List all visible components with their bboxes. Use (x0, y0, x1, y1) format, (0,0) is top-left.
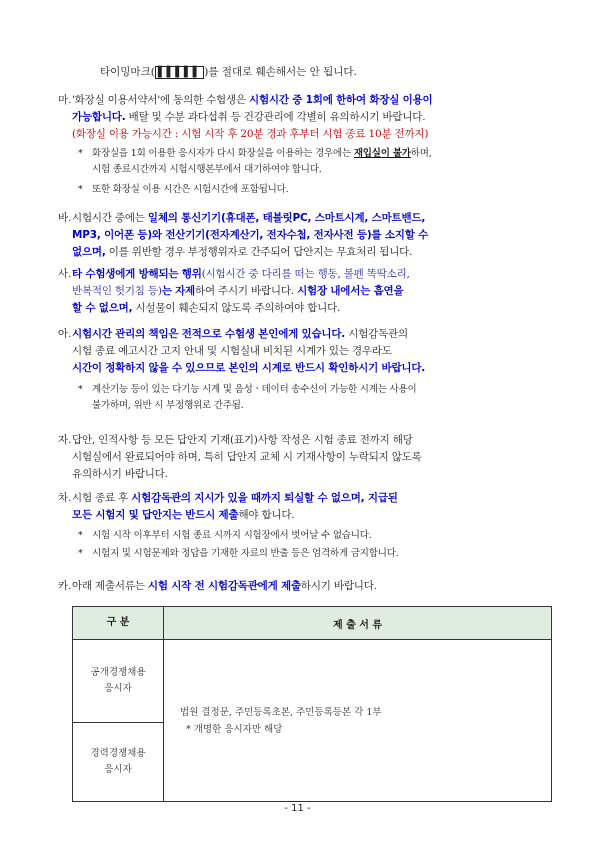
text: 시험감독관의 (345, 328, 408, 340)
section-marker: 마. (58, 94, 72, 106)
section-marker: 차. (58, 492, 72, 504)
emphasis-text: 시험시간 중 1회에 한하여 화장실 이용이 (249, 94, 433, 106)
emphasis-text: 시험 시작 전 시험감독관에게 제출 (147, 580, 301, 592)
emphasis-text: 시험감독관의 지시가 있을 때까지 퇴실할 수 없으며, 지급된 (131, 492, 398, 504)
timing-mark-line (100, 64, 590, 81)
text: 하며, (410, 148, 432, 159)
emphasis-text: 시간이 정확하지 않을 수 있으므로 본인의 시계로 반드시 확인하시기 바랍니다. (72, 362, 426, 374)
section-a (58, 326, 562, 377)
note-star: * (78, 184, 83, 195)
text: 배탈 및 수분 과다섭취 등 건강관리에 각별히 유의하시기 바랍니다. (125, 111, 426, 123)
note-star: * (78, 548, 83, 559)
emphasis-text: 타 수험생에게 방해되는 행위 (72, 268, 202, 280)
emphasis-text: 는 자제 (161, 285, 196, 297)
text: 불가하며, 위반 시 부정행위로 간주됨. (92, 400, 244, 411)
section-ka (58, 578, 562, 595)
text: '화장실 이용서약서'에 동의한 수험생은 (72, 94, 250, 106)
text: 유의하시기 바랍니다. (72, 468, 168, 480)
required-documents-table (72, 606, 552, 802)
text: 시험 종료시간까지 시험시행본부에서 대기하여야 합니다. (92, 164, 322, 175)
text: 시험실에서 완료되어야 하며, 특히 답안지 교체 시 기재사항이 누락되지 않도록 (72, 451, 422, 463)
underlined-text: 재입실이 불가 (353, 148, 411, 159)
section-sa (58, 266, 562, 317)
text: 해야 합니다. (238, 509, 295, 521)
table-header-row (73, 607, 552, 640)
section-ba (58, 210, 562, 261)
note-restroom-time (78, 182, 562, 198)
section-marker: 카. (58, 580, 72, 592)
emphasis-text: 시험장 내에서는 흡연을 (297, 285, 404, 297)
text: 하시기 바랍니다. (300, 580, 377, 592)
emphasis-text: 없으며, (72, 246, 106, 258)
documents-cell (164, 640, 552, 802)
text: 공개경쟁채용 (90, 667, 146, 678)
emphasis-text: MP3, 이어폰 등)와 전산기기(전자계산기, 전자수첩, 전자사전 등)를 소지할 수 (72, 229, 429, 241)
text: 이를 위반할 경우 부정행위자로 간주되어 답안지는 무효처리 됩니다. (105, 246, 413, 258)
note-star: * (78, 530, 83, 541)
emphasis-text: 일체의 통신기기(휴대폰, 태블릿PC, 스마트시계, 스마트밴드, (147, 212, 426, 224)
section-ja (58, 432, 562, 483)
text: 시험 시작 이후부터 시험 종료 시까지 시험장에서 벗어날 수 없습니다. (92, 530, 372, 541)
text: 경력경쟁채용 (90, 748, 146, 759)
text: (시험시간 중 다리를 떠는 행동, 볼펜 똑딱소리, (201, 268, 410, 280)
restroom-time-note: (화장실 이용 가능시간 : 시험 시작 후 20분 경과 후부터 시험 종료 10분 전까지) (72, 128, 429, 140)
text: 시험시간 중에는 (72, 212, 148, 224)
note-smartwatch (78, 382, 562, 414)
note-materials (78, 546, 562, 562)
emphasis-text: 할 수 없으며, (72, 302, 133, 314)
text: 법원 결정문, 주민등록초본, 주민등록등본 각 1부 (180, 706, 382, 718)
text: 시험 종료 예고시간 고지 안내 및 시험실내 비치된 시계가 있는 경우라도 (72, 345, 392, 357)
text: )를 절대로 훼손해서는 안 됩니다. (204, 66, 357, 78)
text: 반복적인 헛기침 등) (72, 285, 162, 297)
text: 타이밍마크( (100, 66, 155, 78)
section-marker: 아. (58, 328, 72, 340)
page-number: - 11 - (284, 803, 311, 814)
text: 답안, 인적사항 등 모든 답안지 기재(표기)사항 작성은 시험 종료 전까지 해당 (72, 434, 413, 446)
note-star: * (78, 148, 83, 159)
text: 아래 제출서류는 (72, 580, 148, 592)
text: 또한 화장실 이용 시간은 시험시간에 포함됩니다. (92, 184, 289, 195)
text: * 개명한 응시자만 해당 (186, 723, 283, 735)
category-open-recruitment (73, 640, 164, 723)
table-row (73, 640, 552, 723)
section-marker: 자. (58, 434, 72, 446)
section-marker: 바. (58, 212, 72, 224)
emphasis-text: 가능합니다. (72, 111, 126, 123)
text: 시설물이 훼손되지 않도록 주의하여야 합니다. (132, 302, 341, 314)
emphasis-text: 모든 시험지 및 답안지는 반드시 제출 (72, 509, 239, 521)
text: 화장실을 1회 이용한 응시자가 다시 화장실을 이용하는 경우에는 (92, 148, 354, 159)
note-exam-room (78, 528, 562, 544)
note-star: * (78, 384, 83, 395)
text: 응시자 (104, 683, 132, 694)
text: 응시자 (104, 764, 132, 775)
text: 시험지 및 시험문제와 정답을 기재한 자료의 반출 등은 엄격하게 금지합니다. (92, 548, 399, 559)
header-category: 구 분 (73, 607, 164, 640)
category-career-recruitment (73, 723, 164, 802)
text: 시험 종료 후 (72, 492, 132, 504)
emphasis-text: 시험시간 관리의 책임은 전적으로 수험생 본인에게 있습니다. (72, 328, 346, 340)
header-documents: 제 출 서 류 (164, 607, 552, 640)
section-ma (58, 92, 562, 143)
text: 하여 주시기 바랍니다. (195, 285, 298, 297)
note-reentry (78, 146, 562, 178)
section-marker: 사. (58, 268, 72, 280)
text: 계산기능 등이 있는 다기능 시계 및 음성ㆍ데이터 송수신이 가능한 시계는 사용이 (92, 384, 417, 395)
timing-mark-symbol: ▌▌▌▌▌ (155, 66, 204, 79)
section-cha (58, 490, 562, 524)
